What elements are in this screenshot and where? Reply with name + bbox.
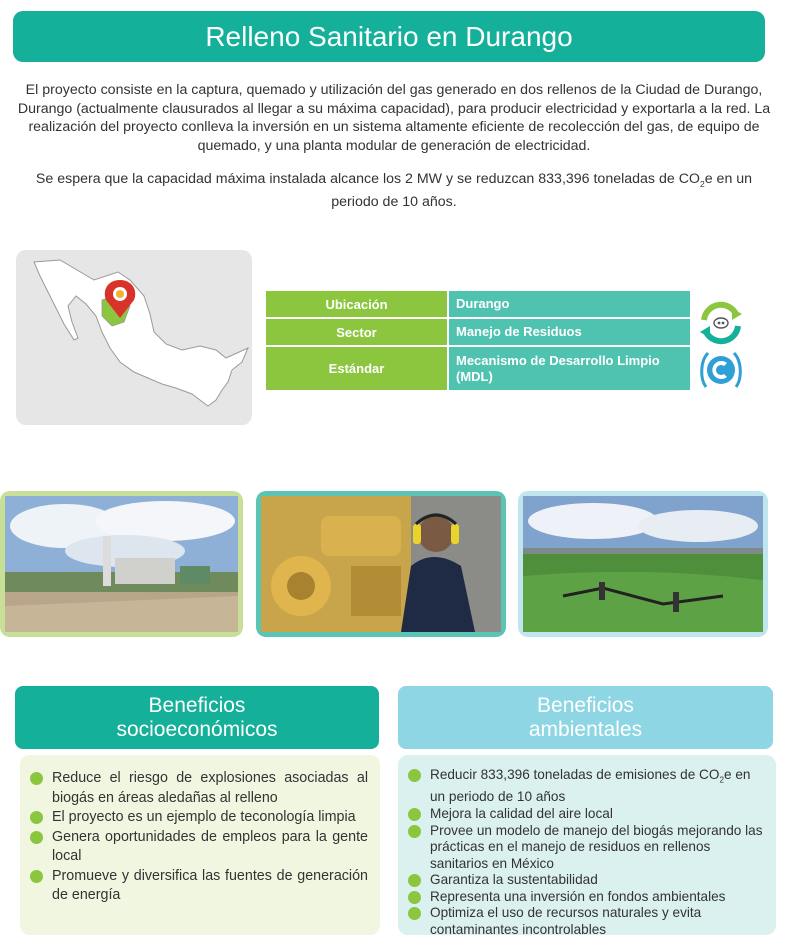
info-row-standard bbox=[266, 347, 690, 390]
info-key: Ubicación bbox=[266, 291, 447, 317]
socio-benefits-heading bbox=[15, 686, 379, 749]
intro-paragraph-2-end: e en un periodo de 10 años. bbox=[331, 171, 753, 211]
list-item: Provee un modelo de manejo del biogás mejorando las prácticas en el manejo de residuos en rellenos sanitarios en México bbox=[408, 823, 766, 873]
landfill-site-image bbox=[5, 496, 238, 632]
ambient-heading-line1: Beneficios bbox=[537, 693, 634, 717]
un-climate-icon bbox=[698, 349, 744, 391]
co2-subscript: 2 bbox=[719, 775, 724, 785]
info-value: Mecanismo de Desarrollo Limpio (MDL) bbox=[449, 347, 690, 390]
mexico-map bbox=[16, 250, 252, 425]
list-item: Garantiza la sustentabilidad bbox=[408, 872, 766, 889]
info-value: Manejo de Residuos bbox=[449, 319, 690, 345]
list-item: Representa una inversión en fondos ambientales bbox=[408, 889, 766, 906]
co2-subscript: 2 bbox=[699, 178, 705, 189]
list-item bbox=[408, 767, 766, 806]
intro-paragraph-2-text: Se espera que la capacidad máxima instalada alcance los 2 MW y se reduzcan 833,396 toneladas de CO bbox=[35, 171, 700, 187]
photo-landfill-site bbox=[0, 491, 243, 637]
info-key: Sector bbox=[266, 319, 447, 345]
list-item: El proyecto es un ejemplo de teconología limpia bbox=[30, 808, 368, 828]
page-title: Relleno Sanitario en Durango bbox=[13, 11, 765, 62]
photo-gas-wells bbox=[518, 491, 768, 637]
recycling-icon bbox=[698, 300, 744, 346]
mexico-map-card bbox=[16, 250, 252, 425]
socio-heading-line1: Beneficios bbox=[148, 693, 246, 717]
ambient-benefits-heading bbox=[398, 686, 773, 749]
info-value: Durango bbox=[449, 291, 690, 317]
ambient-benefits-list bbox=[398, 755, 776, 938]
project-info-table bbox=[266, 291, 690, 392]
photo-engine-worker bbox=[256, 491, 506, 637]
info-row-location bbox=[266, 291, 690, 317]
list-item: Mejora la calidad del aire local bbox=[408, 806, 766, 823]
intro-text bbox=[16, 81, 772, 212]
info-row-sector bbox=[266, 319, 690, 345]
intro-paragraph-2 bbox=[16, 170, 772, 212]
list-item-text-end: e en un periodo de 10 años bbox=[430, 767, 751, 805]
intro-paragraph-1: El proyecto consiste en la captura, quemado y utilización del gas generado en dos rellenos de la Ciudad de Durango, Durango (actualmente clausurados al llegar a su máxima capacidad), para producir electricidad y exportarla a la red. La realización del proyecto conlleva la inversión en un sistema altamente eficiente de recolección del gas, de equipo de quemado, y una planta modular de generación de electricidad. bbox=[17, 82, 771, 154]
list-item: Genera oportunidades de empleos para la gente local bbox=[30, 828, 368, 867]
list-item: Optimiza el uso de recursos naturales y evita contaminantes incontrolables bbox=[408, 905, 766, 938]
ambient-heading-line2: ambientales bbox=[528, 717, 643, 741]
socio-heading-line2: socioeconómicos bbox=[116, 717, 278, 741]
list-item: Reduce el riesgo de explosiones asociadas al biogás en áreas aledañas al relleno bbox=[30, 769, 368, 808]
info-key: Estándar bbox=[266, 347, 447, 390]
socio-benefits-list bbox=[20, 755, 380, 935]
engine-worker-image bbox=[261, 496, 501, 632]
list-item: Promueve y diversifica las fuentes de generación de energía bbox=[30, 867, 368, 906]
list-item-text: Reducir 833,396 toneladas de emisiones de CO bbox=[430, 767, 720, 782]
gas-wells-image bbox=[523, 496, 763, 632]
